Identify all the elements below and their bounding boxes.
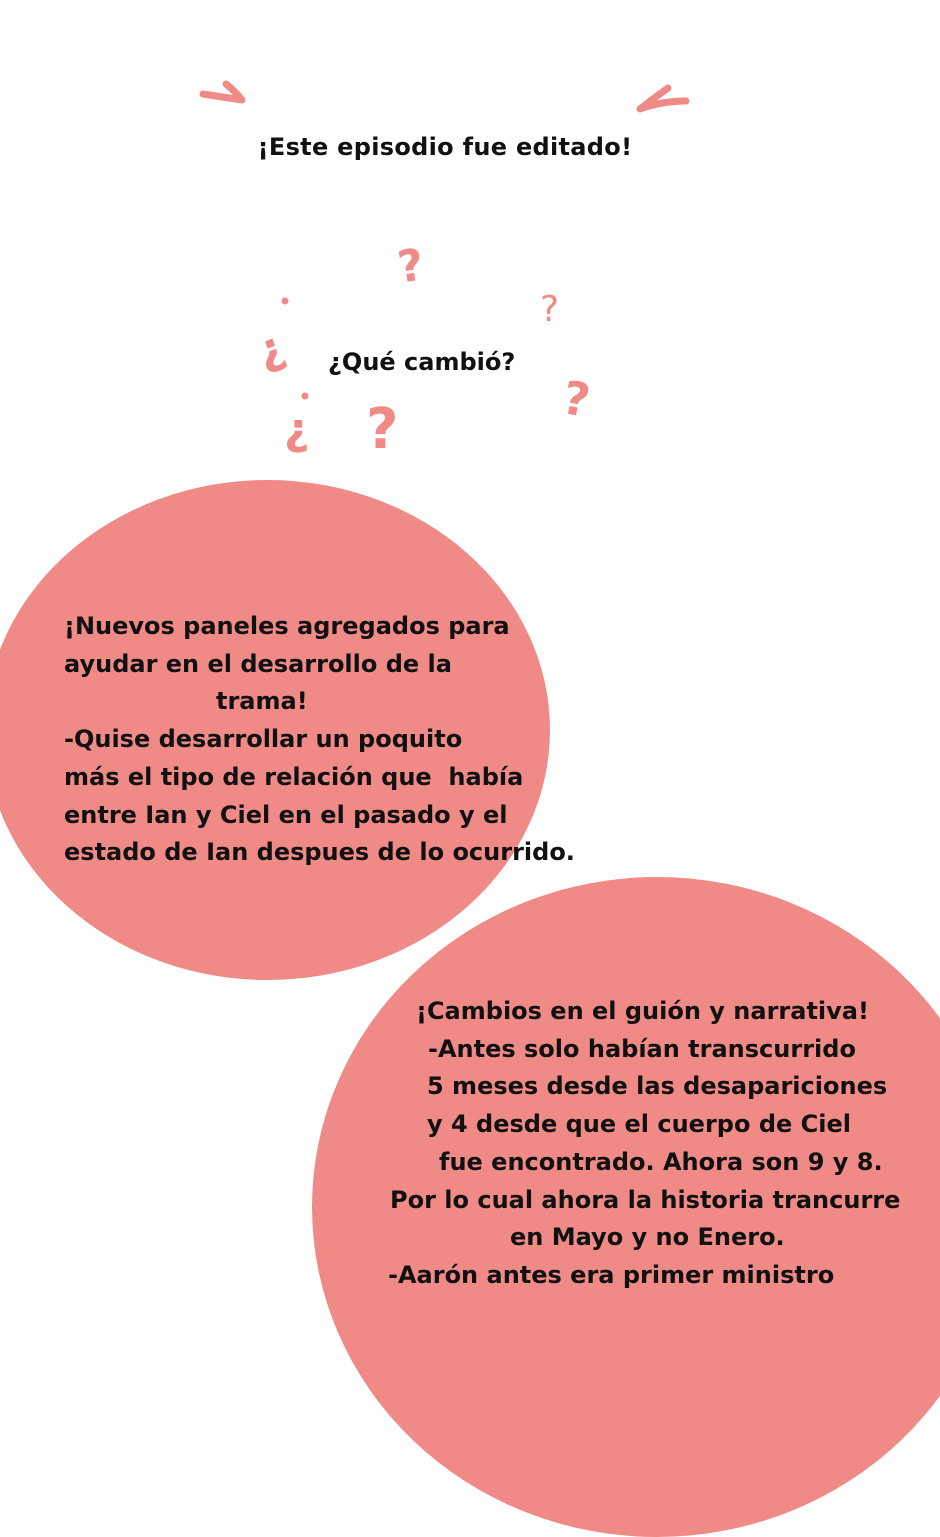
right-tick-mark-icon xyxy=(640,88,686,109)
left-tick-mark-icon xyxy=(203,84,242,100)
dot-mark-icon xyxy=(302,393,309,400)
inverted-question-mark-icon: ¿ xyxy=(249,321,292,378)
panel-two-text xyxy=(370,993,930,1295)
panel-two-line: Por lo cual ahora la historia trancurre xyxy=(390,1185,901,1214)
question-mark-icon: ? xyxy=(540,289,560,330)
panel-two-line: -Antes solo habían transcurrido xyxy=(428,1034,856,1063)
page-title: ¡Este episodio fue editado! xyxy=(257,133,633,161)
dot-mark-icon xyxy=(282,298,289,305)
section-subtitle: ¿Qué cambió? xyxy=(328,348,516,376)
question-mark-icon: ? xyxy=(558,370,595,428)
inverted-question-mark-icon: ¿ xyxy=(284,404,310,455)
panel-two-line: -Aarón antes era primer ministro xyxy=(388,1260,835,1289)
panel-one-text xyxy=(64,608,584,872)
panel-one-line: trama! xyxy=(216,687,308,716)
panel-two-line: fue encontrado. Ahora son 9 y 8. xyxy=(439,1147,883,1176)
panel-one-line: -Quise desarrollar un poquito xyxy=(64,725,463,754)
panel-two-line: en Mayo y no Enero. xyxy=(510,1223,785,1252)
question-mark-icon: ? xyxy=(366,397,399,462)
panel-one-line: más el tipo de relación que había xyxy=(64,762,524,791)
panel-one-line: ¡Nuevos paneles agregados para xyxy=(64,612,510,640)
panel-two-line: 5 meses desde las desapariciones xyxy=(427,1072,888,1101)
panel-one-line: estado de Ian despues de lo ocurrido. xyxy=(64,838,575,867)
panel-two-line: ¡Cambios en el guión y narrativa! xyxy=(416,997,869,1025)
panel-one-line: ayudar en el desarrollo de la xyxy=(64,649,452,678)
question-mark-icon: ? xyxy=(394,239,427,294)
panel-one-line: entre Ian y Ciel en el pasado y el xyxy=(64,800,508,829)
panel-two-line: y 4 desde que el cuerpo de Ciel xyxy=(427,1110,851,1139)
